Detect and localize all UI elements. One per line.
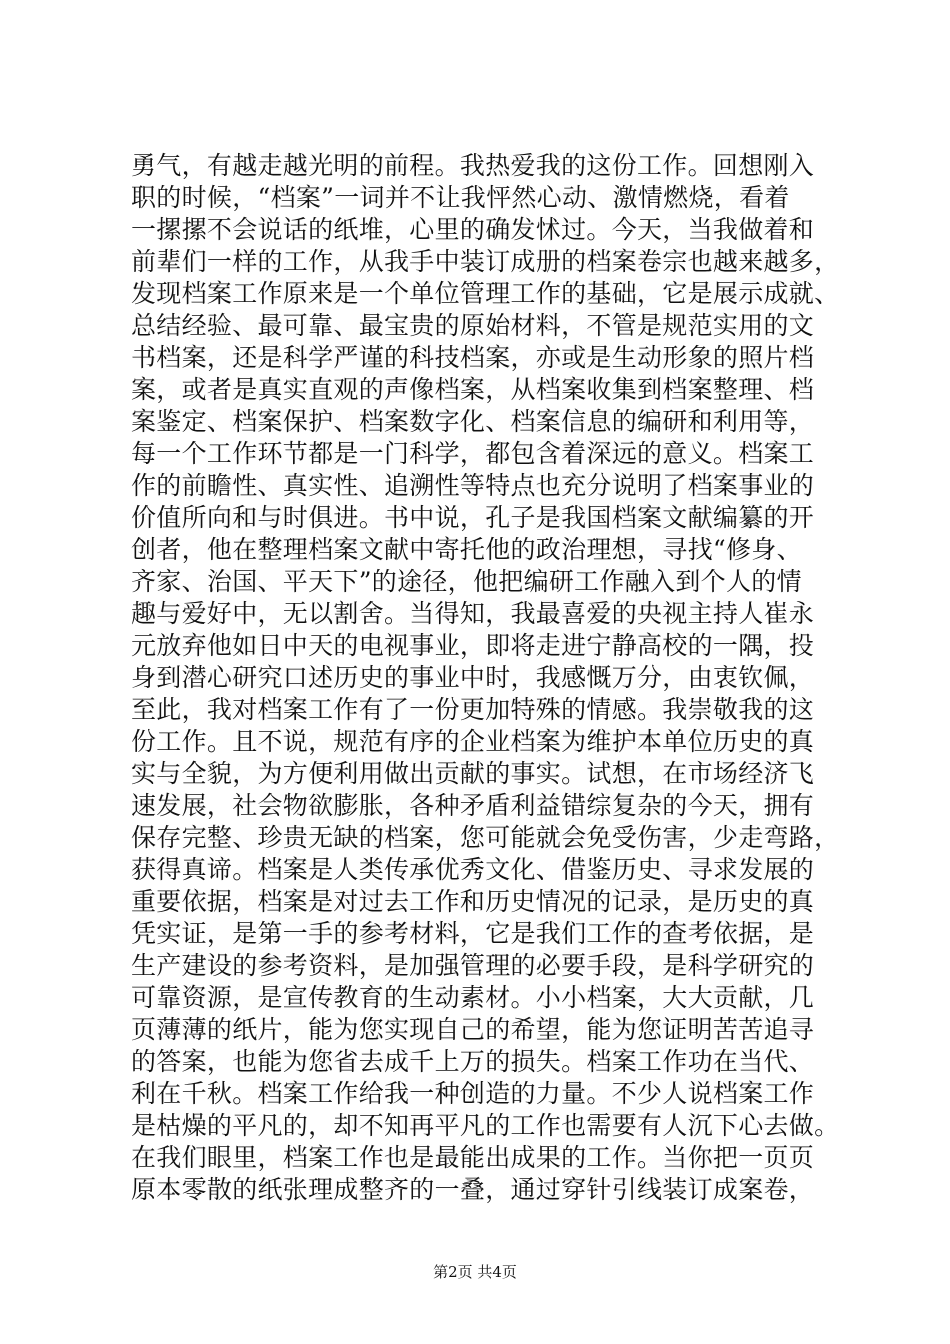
text-line: 速发展，社会物欲膨胀，各种矛盾利益错综复杂的今天，拥有	[131, 791, 815, 820]
text-line: 原本零散的纸张理成整齐的一叠，通过穿针引线装订成案卷，	[131, 1175, 815, 1204]
text-line: 趣与爱好中，无以割舍。当得知，我最喜爱的央视主持人崔永	[131, 599, 815, 628]
text-line: 勇气，有越走越光明的前程。我热爱我的这份工作。回想刚入	[131, 151, 815, 180]
text-line: 身到潜心研究口述历史的事业中时，我感慨万分，由衷钦佩，	[131, 663, 815, 692]
text-line: 凭实证，是第一手的参考材料，它是我们工作的查考依据，是	[131, 919, 815, 948]
text-line: 获得真谛。档案是人类传承优秀文化、借鉴历史、寻求发展的	[131, 855, 815, 884]
text-line: 每一个工作环节都是一门科学，都包含着深远的意义。档案工	[131, 439, 815, 468]
text-line: 书档案，还是科学严谨的科技档案，亦或是生动形象的照片档	[131, 343, 815, 372]
text-line: 价值所向和与时俱进。书中说，孔子是我国档案文献编纂的开	[131, 503, 815, 532]
page-footer	[0, 1262, 950, 1282]
text-line: 保存完整、珍贵无缺的档案，您可能就会免受伤害，少走弯路，	[131, 823, 840, 852]
text-line: 至此，我对档案工作有了一份更加特殊的情感。我崇敬我的这	[131, 695, 815, 724]
text-line: 实与全貌，为方便利用做出贡献的事实。试想，在市场经济飞	[131, 759, 815, 788]
text-line: 的答案，也能为您省去成千上万的损失。档案工作功在当代、	[131, 1047, 815, 1076]
text-line: 创者，他在整理档案文献中寄托他的政治理想，寻找“修身、	[131, 535, 802, 564]
text-line: 是枯燥的平凡的，却不知再平凡的工作也需要有人沉下心去做。	[131, 1111, 840, 1140]
text-line: 份工作。且不说，规范有序的企业档案为维护本单位历史的真	[131, 727, 815, 756]
text-line: 案鉴定、档案保护、档案数字化、档案信息的编研和利用等，	[131, 407, 815, 436]
text-line: 齐家、治国、平天下”的途径，他把编研工作融入到个人的情	[131, 567, 802, 596]
text-line: 利在千秋。档案工作给我一种创造的力量。不少人说档案工作	[131, 1079, 815, 1108]
text-line: 重要依据，档案是对过去工作和历史情况的记录，是历史的真	[131, 887, 815, 916]
text-line: 页薄薄的纸片，能为您实现自己的希望，能为您证明苦苦追寻	[131, 1015, 815, 1044]
text-line: 前辈们一样的工作，从我手中装订成册的档案卷宗也越来越多，	[131, 247, 840, 276]
page-number: 第2页 共4页	[433, 1263, 517, 1281]
text-line: 生产建设的参考资料，是加强管理的必要手段，是科学研究的	[131, 951, 815, 980]
text-line: 总结经验、最可靠、最宝贵的原始材料，不管是规范实用的文	[131, 311, 815, 340]
text-line: 作的前瞻性、真实性、追溯性等特点也充分说明了档案事业的	[131, 471, 815, 500]
text-line: 发现档案工作原来是一个单位管理工作的基础，它是展示成就、	[131, 279, 840, 308]
text-line: 职的时候，“档案”一词并不让我怦然心动、激情燃烧，看着	[131, 183, 790, 212]
text-line: 元放弃他如日中天的电视事业，即将走进宁静高校的一隅，投	[131, 631, 815, 660]
text-line: 一摞摞不会说话的纸堆，心里的确发怵过。今天，当我做着和	[131, 215, 815, 244]
text-line: 可靠资源，是宣传教育的生动素材。小小档案，大大贡献，几	[131, 983, 815, 1012]
body-text	[131, 150, 840, 1206]
text-line: 案，或者是真实直观的声像档案，从档案收集到档案整理、档	[131, 375, 815, 404]
text-line: 在我们眼里，档案工作也是最能出成果的工作。当你把一页页	[131, 1143, 815, 1172]
